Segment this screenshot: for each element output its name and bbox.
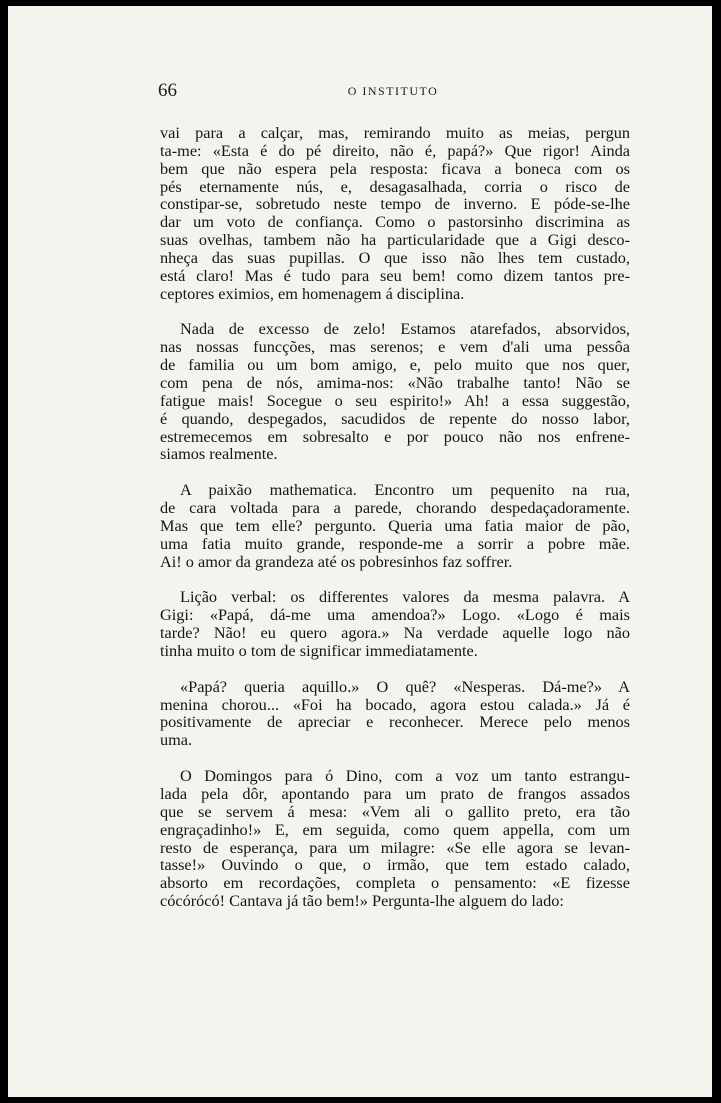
text-line: absorto em recordações, completa o pensamento: «E fizesse [160, 873, 630, 893]
text-line: dar um voto de confiança. Como o pastorsinho discrimina as [160, 212, 630, 232]
text-line: fatigue mais! Socegue o seu espirito!» Ah! a essa suggestão, [160, 390, 630, 410]
text-line: que se servem á mesa: «Vem ali o gallito preto, era tão [160, 801, 630, 821]
paragraph [160, 767, 630, 910]
text-line: «Papá? queria aquillo.» O quê? «Nesperas. Dá-me?» A [180, 676, 630, 696]
text-line: engraçadinho!» E, em seguida, como quem appella, com um [160, 819, 630, 839]
text-line: tasse!» Ouvindo o que, o irmão, que tem estado calado, [160, 855, 630, 875]
page-number: 66 [158, 80, 177, 101]
text-line: está claro! Mas é tudo para seu bem! como dizem tantos pre- [160, 265, 630, 285]
text-line: de familia ou um bom amigo, e, pelo muito que nos quer, [160, 355, 630, 375]
text-line: O Domingos para ó Dino, com a voz um tanto estrangu- [180, 766, 630, 786]
paragraph [160, 678, 630, 749]
text-line: resto de esperança, para um milagre: «Se elle agora se levan- [160, 837, 630, 857]
text-line: Nada de excesso de zelo! Estamos atarefados, absorvidos, [180, 319, 630, 339]
paragraph [160, 588, 630, 659]
paragraph [160, 481, 630, 570]
body-text [160, 124, 630, 910]
text-line: ceptores eximios, em homenagem á disciplina. [160, 283, 465, 303]
text-line: estremecemos em sobresalto e por pouco não nos enfrene- [160, 426, 630, 446]
text-line: menina chorou... «Foi ha bocado, agora estou calada.» Já é [160, 694, 630, 714]
book-page [8, 6, 712, 1097]
paragraph [160, 320, 630, 463]
text-line: é quando, despegados, sacudidos de repente do nosso labor, [160, 408, 630, 428]
text-line: lada pela dôr, apontando para um prato de frangos assados [160, 784, 630, 803]
text-line: com pena de nós, amima-nos: «Não trabalhe tanto! Não se [160, 372, 630, 392]
text-line: ta-me: «Esta é do pé direito, não é, papá?» Que rigor! Ainda [160, 140, 630, 160]
text-line: siamos realmente. [160, 444, 278, 464]
text-line: constipar-se, sobretudo neste tempo de inverno. E póde-se-lhe [160, 194, 630, 214]
text-line: cócórócó! Cantava já tão bem!» Pergunta-lhe alguem do lado: [160, 891, 564, 911]
text-line: tarde? Não! eu quero agora.» Na verdade aquelle logo não [160, 623, 630, 643]
page-header [158, 80, 628, 106]
text-line: Ai! o amor da grandeza até os pobresinhos faz soffrer. [160, 551, 513, 571]
text-line: uma fatia muito grande, responde-me a sorrir a pobre mãe. [160, 533, 630, 553]
text-line: nheça das suas pupillas. O que isso não lhes tem custado, [160, 247, 630, 267]
text-line: uma. [160, 730, 193, 750]
paragraph [160, 124, 630, 302]
text-line: pés eternamente nús, e, desagasalhada, corria o risco de [160, 176, 630, 196]
text-line: Lição verbal: os differentes valores da mesma palavra. A [180, 587, 630, 607]
running-title: O INSTITUTO [347, 84, 439, 98]
text-line: positivamente de apreciar e reconhecer. Merece pelo menos [160, 712, 630, 732]
text-line: Mas que tem elle? pergunto. Queria uma fatia maior de pão, [160, 515, 630, 535]
text-line: vai para a calçar, mas, remirando muito as meias, pergun [160, 123, 630, 142]
text-line: tinha muito o tom de significar immediatamente. [160, 640, 478, 660]
text-line: suas ovelhas, tambem não ha particularidade que a Gigi desco- [160, 230, 630, 250]
text-line: de cara voltada para a parede, chorando despedaçadoramente. [160, 498, 630, 518]
text-line: Gigi: «Papá, dá-me uma amendoa?» Logo. «Logo é mais [160, 605, 630, 625]
text-line: bem que não espera pela resposta: ficava a boneca com os [160, 158, 630, 178]
text-line: A paixão mathematica. Encontro um pequenito na rua, [180, 480, 630, 500]
text-line: nas nossas funcções, mas serenos; e vem d'ali uma pessôa [160, 337, 630, 357]
